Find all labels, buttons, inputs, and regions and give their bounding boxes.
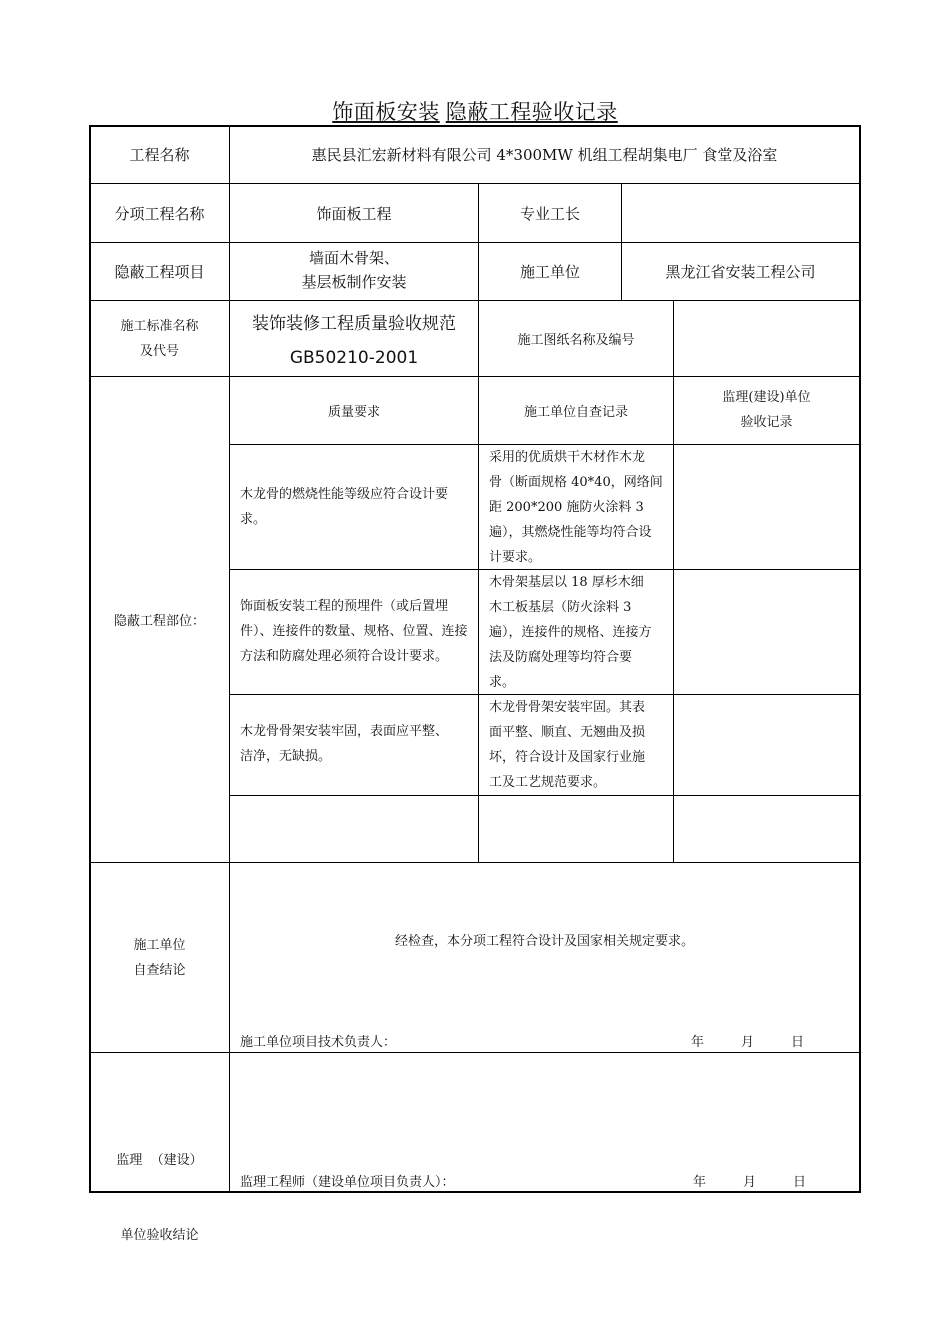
text-line: 饰面板安装工程的预埋件（或后置埋 [240,599,449,614]
hidden-section-label: 隐蔽工程部位： [113,614,205,629]
text-line: 木工板基层（防火涂料 3 [489,600,632,615]
supervision-conclusion-label [90,1053,229,1243]
text-line: 距 200*200 施防火涂料 3 [489,500,644,515]
drawing-label: 施工图纸名称及编号 [517,333,635,348]
drawing-value [674,301,859,376]
text-line: 求。 [489,675,516,690]
text-line: 遍），其燃烧性能等均符合设 [489,525,652,540]
text-line: 计要求。 [489,550,542,565]
title-part-1: 饰面板安装 [332,100,440,124]
text-line: 方法和防腐处理必须符合设计要求。 [240,649,449,664]
text-line: 遍），连接件的规格、连接方 [489,625,652,640]
text-line: 木龙骨骨架安装牢固。其表 [489,700,646,715]
date-month: 月 [741,1035,755,1050]
foreman-label: 专业工长 [519,204,580,223]
header-supervision-line-2: 验收记录 [740,415,793,430]
standard-code: GB50210-2001 [289,348,419,368]
self-conclusion-label [90,863,229,1052]
text-line: 骨（断面规格 40*40，网络间 [489,475,663,490]
label-line: 单位验收结论 [120,1228,199,1243]
text-line: 求。 [240,512,267,527]
title-part-2: 隐蔽工程验收记录 [445,100,618,124]
text-line: 采用的优质烘干木材作木龙 [489,450,646,465]
sub-project-label: 分项工程名称 [114,204,205,223]
date-day: 日 [793,1175,807,1190]
date-year: 年 [693,1175,707,1190]
text-line: 木龙骨的燃烧性能等级应符合设计要 [240,487,449,502]
hidden-item-line-2: 基层板制作安装 [301,273,407,291]
label-line: 自查结论 [133,963,186,978]
construction-unit-value: 黑龙江省安装工程公司 [665,263,816,281]
standard-name: 装饰装修工程质量验收规范 [252,314,456,334]
label-line: 监理 （建设） [116,1153,203,1168]
hidden-item-line-1: 墙面木骨架、 [308,249,399,267]
foreman-value [622,184,859,242]
text-line: 坏，符合设计及国家行业施 [489,750,646,765]
project-name-value: 惠民县汇宏新材料有限公司 4*300MW 机组工程胡集电厂 食堂及浴室 [311,146,778,164]
item-requirement [230,570,478,694]
item-supervision [674,445,859,569]
item-supervision [674,695,859,795]
header-supervision-line-1: 监理(建设)单位 [722,390,811,405]
item-supervision [674,570,859,694]
row-divider [229,795,861,796]
item-self-check [479,445,673,569]
text-line: 洁净，无缺损。 [240,749,332,764]
standard-label [90,301,229,376]
item-requirement [230,695,478,795]
date-day: 日 [791,1035,805,1050]
item-requirement [230,445,478,569]
date-month: 月 [743,1175,757,1190]
label-line: 施工单位 [133,938,186,953]
header-quality: 质量要求 [327,405,380,420]
standard-value [230,301,478,376]
self-conclusion-signer: 施工单位项目技术负责人： [240,1035,397,1050]
date-year: 年 [691,1035,705,1050]
standard-label-line-2: 及代号 [139,344,179,359]
text-line: 法及防腐处理等均符合要 [489,650,633,665]
item-self-check [479,570,673,694]
supervision-conclusion-signer: 监理工程师（建设单位项目负责人）： [240,1175,455,1190]
standard-label-line-1: 施工标准名称 [120,319,199,334]
page-title [0,96,950,126]
self-conclusion-text: 经检查，本分项工程符合设计及国家相关规定要求。 [394,934,694,949]
text-line: 木骨架基层以 18 厚杉木细 [489,575,644,590]
text-line: 面平整、顺直、无翘曲及损 [489,725,646,740]
header-supervision [674,377,859,444]
item-self-check [479,695,673,795]
sub-project-value: 饰面板工程 [316,204,392,223]
construction-unit-label: 施工单位 [519,263,580,281]
text-line: 工及工艺规范要求。 [489,775,607,790]
hidden-item-value [230,243,478,300]
text-line: 件）、连接件的数量、规格、位置、连接 [240,624,468,639]
project-name-label: 工程名称 [129,146,190,164]
text-line: 木龙骨骨架安装牢固，表面应平整、 [240,724,449,739]
header-self-check: 施工单位自查记录 [523,405,628,420]
hidden-item-label: 隐蔽工程项目 [114,263,205,281]
